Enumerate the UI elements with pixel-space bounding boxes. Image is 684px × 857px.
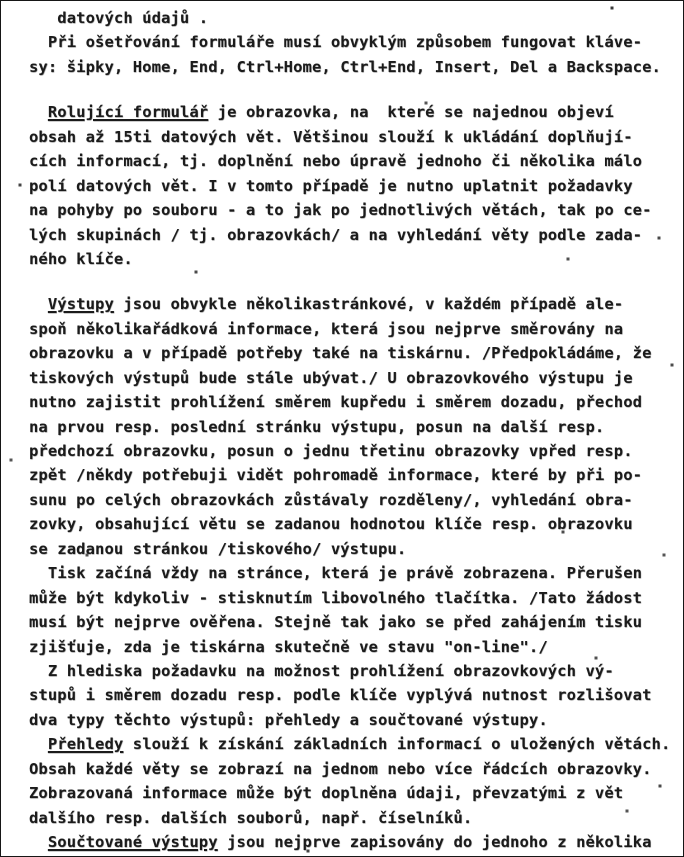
- text-line: [29, 586, 677, 610]
- text-segment: jsou obvykle několikastránkové, v každém případě ale-: [113, 295, 624, 314]
- text-line: [29, 683, 677, 707]
- underlined-heading: Rolující formulář: [47, 103, 209, 122]
- underlined-heading: Přehledy: [47, 735, 124, 754]
- text-segment: zovky, obsahující větu se zadanou hodnotou klíče resp. obrazovku: [29, 515, 633, 534]
- text-line: [29, 198, 677, 222]
- text-segment: je obrazovka, na které se najednou objeví: [208, 103, 614, 122]
- text-segment: Tisk začíná vždy na stránce, která je právě zobrazena. Přerušen: [29, 564, 643, 583]
- underlined-heading: Výstupy: [47, 295, 114, 314]
- text-segment: jsou nejprve zapisovány do jednoho z několika: [217, 833, 652, 851]
- blank-line: [29, 271, 677, 292]
- text-line: [29, 317, 677, 341]
- text-segment: obsah až 15ti datových vět. Většinou slouží k ukládání doplňují-: [29, 127, 633, 146]
- text-segment: zjišťuje, zda je tiskárna skutečně ve stavu "on-line"./: [29, 637, 548, 656]
- text-segment: na prvou resp. poslední stránku výstupu, posun na další resp.: [29, 417, 605, 436]
- text-segment: nutno zajistit prohlížení směrem kupředu i směrem dozadu, přechod: [29, 393, 643, 412]
- text-segment: spoň několikařádková informace, která jsou nejprve směrovány na: [29, 319, 624, 338]
- text-segment: lých skupinách / tj. obrazovkách/ a na vyhledání věty podle zada-: [29, 225, 643, 244]
- text-line: [29, 390, 677, 414]
- text-line: [29, 537, 677, 561]
- text-line: [29, 125, 677, 149]
- text-segment: Obsah každé věty se zobrazí na jednom nebo více řádcích obrazovky.: [29, 759, 652, 778]
- text-line: [29, 55, 677, 79]
- text-line: [29, 610, 677, 634]
- text-line: [29, 30, 677, 54]
- text-line: [29, 415, 677, 439]
- text-segment: se zadanou stránkou /tiskového/ výstupu.: [29, 539, 407, 558]
- text-line: [29, 223, 677, 247]
- text-line: [29, 6, 677, 30]
- text-segment: musí být nejprve ověřena. Stejně tak jako se před zahájením tisku: [29, 613, 643, 632]
- text-segment: Při ošetřování formuláře musí obvyklým způsobem fungovat kláve-: [29, 33, 643, 52]
- text-line: [29, 174, 677, 198]
- text-segment: slouží k získání základních informací o uložených větách.: [123, 735, 671, 754]
- text-segment: datových údajů .: [29, 9, 209, 27]
- text-segment: stupů i směrem dozadu resp. podle klíče vyplývá nutnost rozlišovat: [29, 686, 652, 705]
- text-segment: cích informací, tj. doplnění nebo úpravě jednoho či několika málo: [29, 152, 643, 171]
- text-segment: předchozí obrazovku, posun o jednu třetinu obrazovky vpřed resp.: [29, 442, 633, 460]
- blank-line: [29, 79, 677, 100]
- text-segment: [29, 103, 48, 121]
- text-segment: ného klíče.: [29, 249, 133, 268]
- text-segment: sy: šipky, Home, End, Ctrl+Home, Ctrl+End, Insert, Del a Backspace.: [29, 57, 661, 76]
- text-segment: [29, 833, 48, 851]
- text-line: [29, 488, 677, 512]
- text-line: [29, 732, 677, 756]
- text-line: [29, 806, 677, 830]
- document-body: [29, 6, 677, 854]
- text-segment: [29, 735, 48, 753]
- text-segment: zpět /někdy potřebuji vidět pohromadě informace, které by při po-: [29, 466, 643, 485]
- text-line: [29, 757, 677, 781]
- scan-noise-specks: [1, 1, 3, 3]
- text-line: [29, 635, 677, 659]
- text-segment: dva typy těchto výstupů: přehledy a součtované výstupy.: [29, 710, 548, 729]
- text-line: [29, 366, 677, 390]
- text-line: [29, 512, 677, 536]
- text-line: [29, 341, 677, 365]
- text-segment: dalšího resp. dalších souborů, např. číselníků.: [29, 808, 473, 827]
- text-line: [29, 292, 677, 316]
- text-segment: obrazovku a v případě potřeby také na tiskárnu. /Předpokládáme, že: [29, 344, 652, 363]
- underlined-heading: Součtované výstupy: [47, 833, 218, 851]
- text-segment: Z hlediska požadavku na možnost prohlížení obrazovkových vý-: [29, 661, 614, 680]
- text-line: [29, 781, 677, 805]
- text-segment: tiskových výstupů bude stále ubývat./ U obrazovkového výstupu je: [29, 368, 633, 387]
- text-segment: polí datových vět. I v tomto případě je nutno uplatnit požadavky: [29, 176, 633, 195]
- text-line: [29, 561, 677, 585]
- text-line: [29, 247, 677, 271]
- text-line: [29, 708, 677, 732]
- text-line: [29, 149, 677, 173]
- text-line: [29, 100, 677, 124]
- text-segment: může být kdykoliv - stisknutím libovolného tlačítka. /Tato žádost: [29, 588, 643, 607]
- text-segment: [29, 295, 48, 313]
- text-line: [29, 463, 677, 487]
- text-line: [29, 830, 677, 854]
- text-segment: sunu po celých obrazovkách zůstávaly rozděleny/, vyhledání obra-: [29, 490, 633, 509]
- text-line: [29, 439, 677, 463]
- text-line: [29, 659, 677, 683]
- text-segment: na pohyby po souboru - a to jak po jednotlivých větách, tak po ce-: [29, 201, 652, 220]
- text-segment: Zobrazovaná informace může být doplněna údaji, převzatými z vět: [29, 784, 624, 803]
